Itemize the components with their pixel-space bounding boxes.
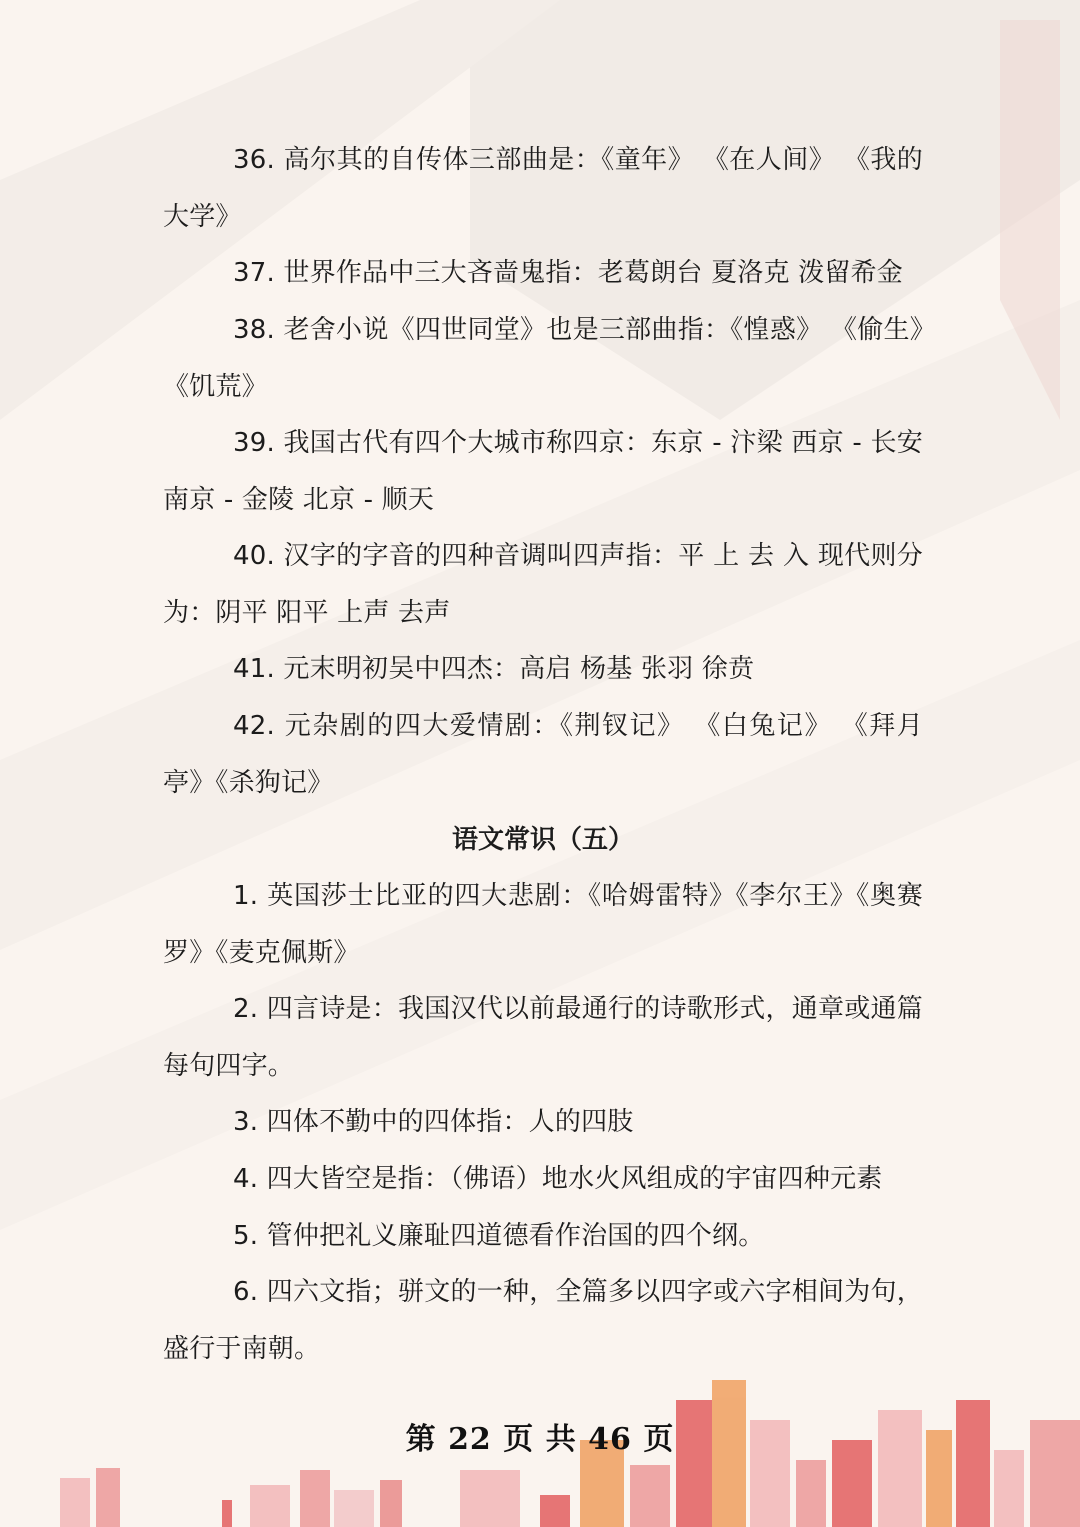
current-page-number: 22 xyxy=(448,1422,492,1457)
footer-prefix: 第 xyxy=(405,1422,437,1457)
list-item-41: 41. 元末明初吴中四杰：高启 杨基 张羽 徐贲 xyxy=(233,654,755,684)
list-item-6: 6. 四六文指；骈文的一种，全篇多以四字或六字相间为句，盛行于南朝。 xyxy=(163,1277,923,1364)
list-item-38: 38. 老舍小说《四世同堂》也是三部曲指：《惶惑》 《偷生》《饥荒》 xyxy=(163,315,923,402)
list-item-37: 37. 世界作品中三大吝啬鬼指：老葛朗台 夏洛克 泼留希金 xyxy=(233,258,903,288)
footer-middle: 页 共 xyxy=(503,1422,577,1457)
page-number-footer xyxy=(0,1412,1080,1468)
list-item-40: 40. 汉字的字音的四种音调叫四声指：平 上 去 入 现代则分为：阴平 阳平 上声 去声 xyxy=(163,541,923,628)
list-item-5: 5. 管仲把礼义廉耻四道德看作治国的四个纲。 xyxy=(233,1221,765,1251)
list-item-3: 3. 四体不勤中的四体指：人的四肢 xyxy=(233,1107,634,1137)
section-title: 语文常识（五） xyxy=(451,825,634,855)
list-item-1: 1. 英国莎士比亚的四大悲剧：《哈姆雷特》《李尔王》《奥赛罗》《麦克佩斯》 xyxy=(163,881,923,968)
footer-suffix: 页 xyxy=(643,1422,675,1457)
list-item-39: 39. 我国古代有四个大城市称四京：东京 - 汴梁 西京 - 长安南京 - 金陵 北京 - 顺天 xyxy=(163,428,923,515)
list-item-42: 42. 元杂剧的四大爱情剧：《荆钗记》 《白兔记》 《拜月亭》《杀狗记》 xyxy=(163,711,923,798)
total-page-number: 46 xyxy=(588,1422,632,1457)
list-item-36: 36. 高尔其的自传体三部曲是：《童年》 《在人间》 《我的大学》 xyxy=(163,145,923,232)
list-item-4: 4. 四大皆空是指：（佛语）地水火风组成的宇宙四种元素 xyxy=(233,1164,883,1194)
list-item-2: 2. 四言诗是：我国汉代以前最通行的诗歌形式，通章或通篇每句四字。 xyxy=(163,994,923,1081)
